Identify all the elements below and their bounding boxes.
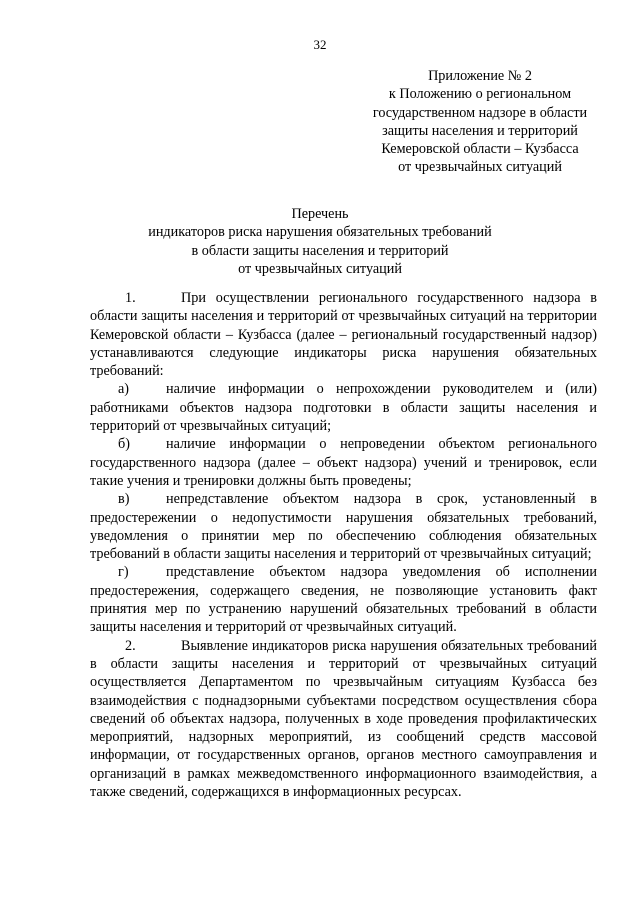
paragraph-text: наличие информации о непрохождении руководителем и (или) работниками объектов надзора подготовки в области защиты населения и территорий от чрезвычайных ситуаций; [90,381,597,435]
appendix-line: государственном надзоре в области [372,104,588,121]
paragraph-2 [90,637,597,802]
appendix-line: от чрезвычайных ситуаций [398,159,562,176]
paragraph-number: г) [118,564,129,581]
paragraph-1g [90,563,597,636]
paragraph-1b [90,435,597,490]
paragraph-text: непредставление объектом надзора в срок, установленный в предостережении о недопустимости нарушения обязательных требований, уведомления о принятии мер по обеспечению соблюдения обязательных требований в области защиты населения и территорий от чрезвычайных ситуаций; [90,491,597,563]
paragraph-1 [90,289,597,380]
paragraph-text: наличие информации о непроведении объектом регионального государственного надзора (далее – объект надзора) учений и тренировок, если такие учения и тренировки должны быть проведены; [90,436,597,489]
appendix-line: к Положению о региональном [388,86,572,103]
appendix-line: защиты населения и территорий [382,122,578,139]
paragraph-number: б) [118,436,130,453]
paragraph-text: При осуществлении регионального государственного надзора в области защиты населения и территорий от чрезвычайных ситуаций на территории Кемеровской области – Кузбасса (далее – региональный государственный надзор) устанавливаются следующие индикаторы риска нарушения обязательных требований: [90,290,597,380]
appendix-line: Кемеровской области – Кузбасса [381,141,579,158]
paragraph-number: а) [118,381,130,398]
paragraph-1a [90,380,597,435]
title-line: от чрезвычайных ситуаций [238,260,402,277]
appendix-header [330,67,630,177]
paragraph-number: 2. [125,637,136,654]
title-line: Перечень [291,206,349,222]
paragraph-number: 1. [125,290,136,306]
paragraph-text: представление объектом надзора уведомления об исполнении предостережения, содержащего сведения, не позволяющие установить факт принятия мер по устранению нарушений обязательных требований в области защиты населения и территорий от чрезвычайных ситуаций. [90,564,597,636]
paragraph-text: Выявление индикаторов риска нарушения обязательных требований в области защиты населения и территорий от чрезвычайных ситуаций осуществляется Департаментом по чрезвычайным ситуациям Кузбасса без взаимодействия с поднадзорными субъектами посредством осуществления сбора сведений об объектах надзора, полученных в ходе проведения профилактических мероприятий, надзорных мероприятий, из сообщений средств массовой информации, от государственных органов, органов местного самоуправления и организаций в рамках межведомственного информационного взаимодействия, а также сведений, содержащихся в информационных ресурсах. [90,637,597,801]
title-line: индикаторов риска нарушения обязательных требований [148,224,492,241]
document-body [90,289,597,801]
title-line: в области защиты населения и территорий [191,242,449,259]
paragraph-1v [90,490,597,563]
appendix-line: Приложение № 2 [428,68,532,84]
paragraph-number: в) [118,491,130,508]
document-title [0,205,640,278]
page-number: 32 [313,37,327,52]
